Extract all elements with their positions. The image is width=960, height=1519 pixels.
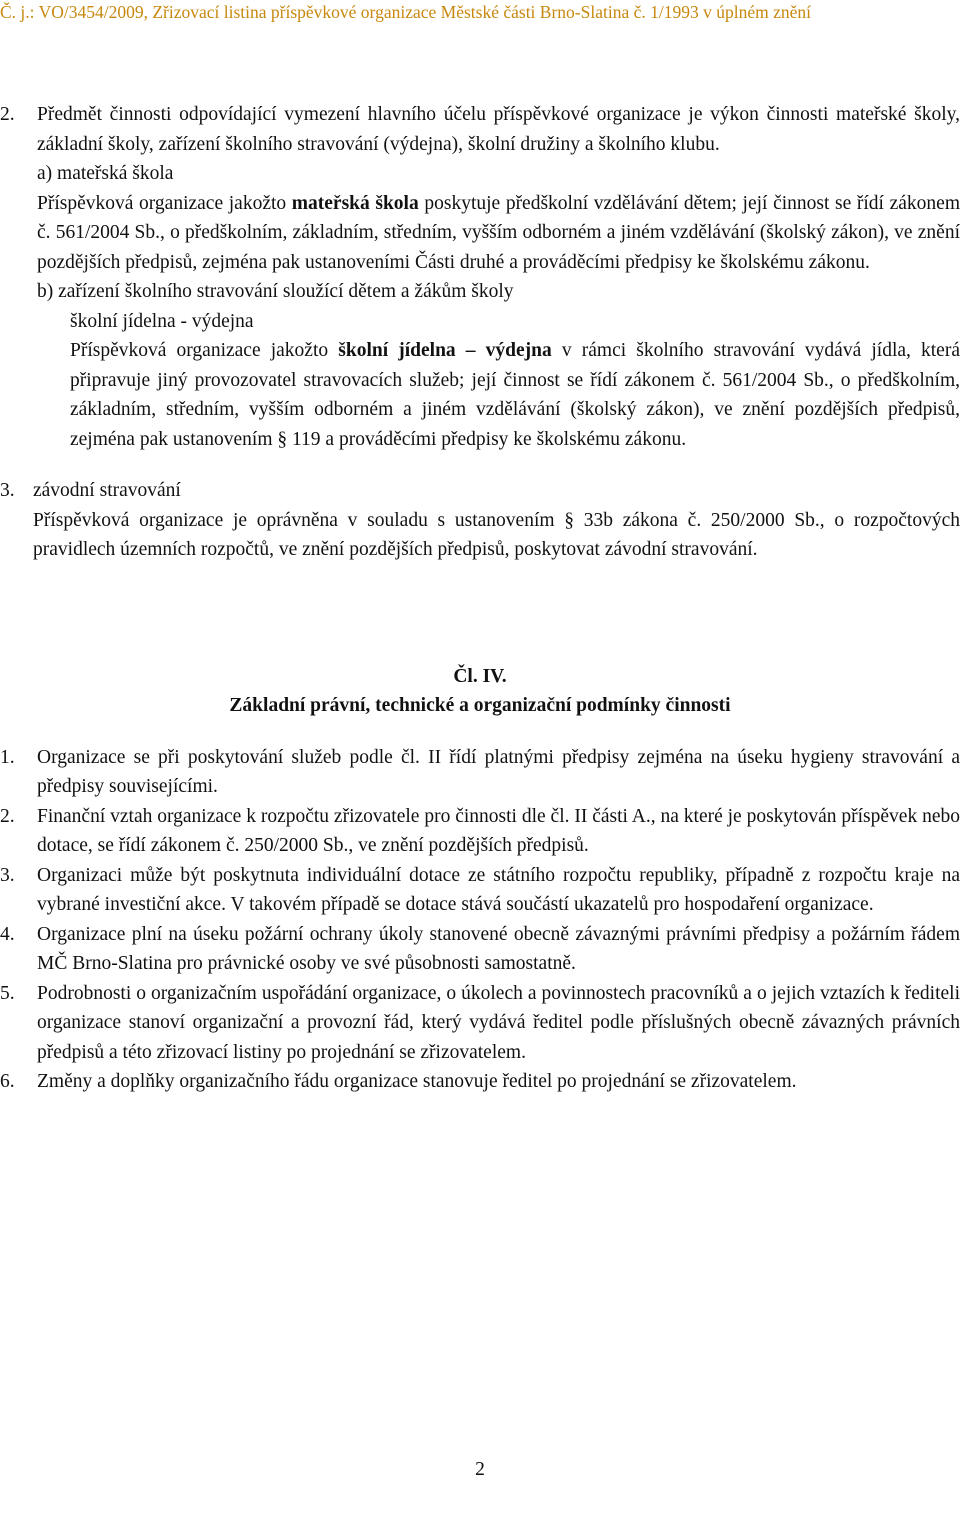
document-header: Č. j.: VO/3454/2009, Zřizovací listina příspěvkové organizace Městské části Brno-Slatina č. 1/1993 v úplném znění <box>0 2 811 22</box>
article-items <box>0 743 960 1097</box>
item-number: 5. <box>0 982 15 1004</box>
subsection-b-label: b) zařízení školního stravování sloužící dětem a žákům školy <box>37 281 514 302</box>
list-item <box>0 743 960 802</box>
list-item <box>0 979 960 1068</box>
subsection-a-text <box>37 189 960 278</box>
article-title: Základní právní, technické a organizační podmínky činnosti <box>229 695 731 716</box>
bold-term: mateřská škola <box>291 192 419 214</box>
section-3-text: Příspěvková organizace je oprávněna v souladu s ustanovením § 33b zákona č. 250/2000 Sb., o rozpočtových pravidlech územních rozpočtů, ve znění pozdějších předpisů, poskytovat závodní stravování. <box>33 509 960 560</box>
list-item <box>0 861 960 920</box>
subsection-a-label: a) mateřská škola <box>37 163 174 184</box>
section-label: závodní stravování <box>33 480 181 501</box>
subsection-b-text <box>37 336 960 454</box>
text-run: poskytuje předškolní vzdělávání dětem; její činnost se řídí zákonem č. 561/2004 Sb., o předškolním, základním, středním, vyšším odborném a jiném vzdělávání (školský zákon), ve znění pozdějších předpisů, zejména pak ustanoveními Části druhé a prováděcími předpisy ke školskému zákonu. <box>37 192 960 273</box>
item-number: 1. <box>0 746 15 768</box>
item-text: Organizaci může být poskytnuta individuální dotace ze státního rozpočtu republiky, případně z rozpočtu kraje na vybrané investiční akce. V takovém případě se dotace stává součástí ukazatelů pro hospodaření organizace. <box>37 864 960 915</box>
text-run: Příspěvková organizace jakožto <box>37 192 292 214</box>
list-item <box>0 802 960 861</box>
bold-term: školní jídelna – výdejna <box>338 340 552 361</box>
page-number: 2 <box>475 1459 485 1480</box>
section-2 <box>0 100 960 159</box>
item-number: 4. <box>0 923 15 945</box>
item-text: Podrobnosti o organizačním uspořádání organizace, o úkolech a povinnostech pracovníků a o jejich vztazích k řediteli organizace stanoví organizační a provozní řád, který vydává ředitel podle příslušných obecně závazných právních předpisů a této zřizovací listiny po projednání se zřizovatelem. <box>37 982 960 1063</box>
article-heading <box>0 662 960 721</box>
subsection-b-sublabel: školní jídelna - výdejna <box>70 310 254 332</box>
list-item <box>0 1067 960 1097</box>
text-run: Příspěvková organizace jakožto <box>70 340 339 361</box>
item-number: 2. <box>0 805 15 827</box>
article-number: Čl. IV. <box>453 665 507 687</box>
subsection-a <box>37 159 960 277</box>
item-number: 3. <box>0 864 15 886</box>
item-text: Organizace plní na úseku požární ochrany úkoly stanovené obecně závaznými právními předpisy a požárním řádem MČ Brno-Slatina pro právnické osoby ve své působnosti samostatně. <box>37 923 960 974</box>
section-3 <box>0 476 960 565</box>
subsection-b <box>37 277 960 454</box>
item-text: Změny a doplňky organizačního řádu organizace stanovuje ředitel po projednání se zřizovatelem. <box>37 1071 797 1092</box>
section-number: 3. <box>0 480 15 501</box>
section-3-heading <box>0 476 960 506</box>
section-text: Předmět činnosti odpovídající vymezení hlavního účelu příspěvkové organizace je výkon činnosti mateřské školy, základní školy, zařízení školního stravování (výdejna), školní družiny a školního klubu. <box>37 104 960 155</box>
document-body <box>0 100 960 1097</box>
item-text: Organizace se při poskytování služeb podle čl. II řídí platnými předpisy zejména na úseku hygieny stravování a předpisy souvisejícími. <box>37 746 960 797</box>
list-item <box>0 920 960 979</box>
item-text: Finanční vztah organizace k rozpočtu zřizovatele pro činnosti dle čl. II části A., na které je poskytován příspěvek nebo dotace, se řídí zákonem č. 250/2000 Sb., ve znění pozdějších předpisů. <box>37 805 960 856</box>
text-run: v rámci školního stravování vydává jídla, která připravuje jiný provozovatel stravovacích služeb; její činnost se řídí zákonem č. 561/2004 Sb., o předškolním, základním, středním, vyšším odborném a jiném vzdělávání (školský zákon), ve znění pozdějších předpisů, zejména pak ustanovením § 119 a prováděcími předpisy ke školskému zákonu. <box>70 340 960 450</box>
section-number: 2. <box>0 104 15 125</box>
item-number: 6. <box>0 1071 15 1092</box>
